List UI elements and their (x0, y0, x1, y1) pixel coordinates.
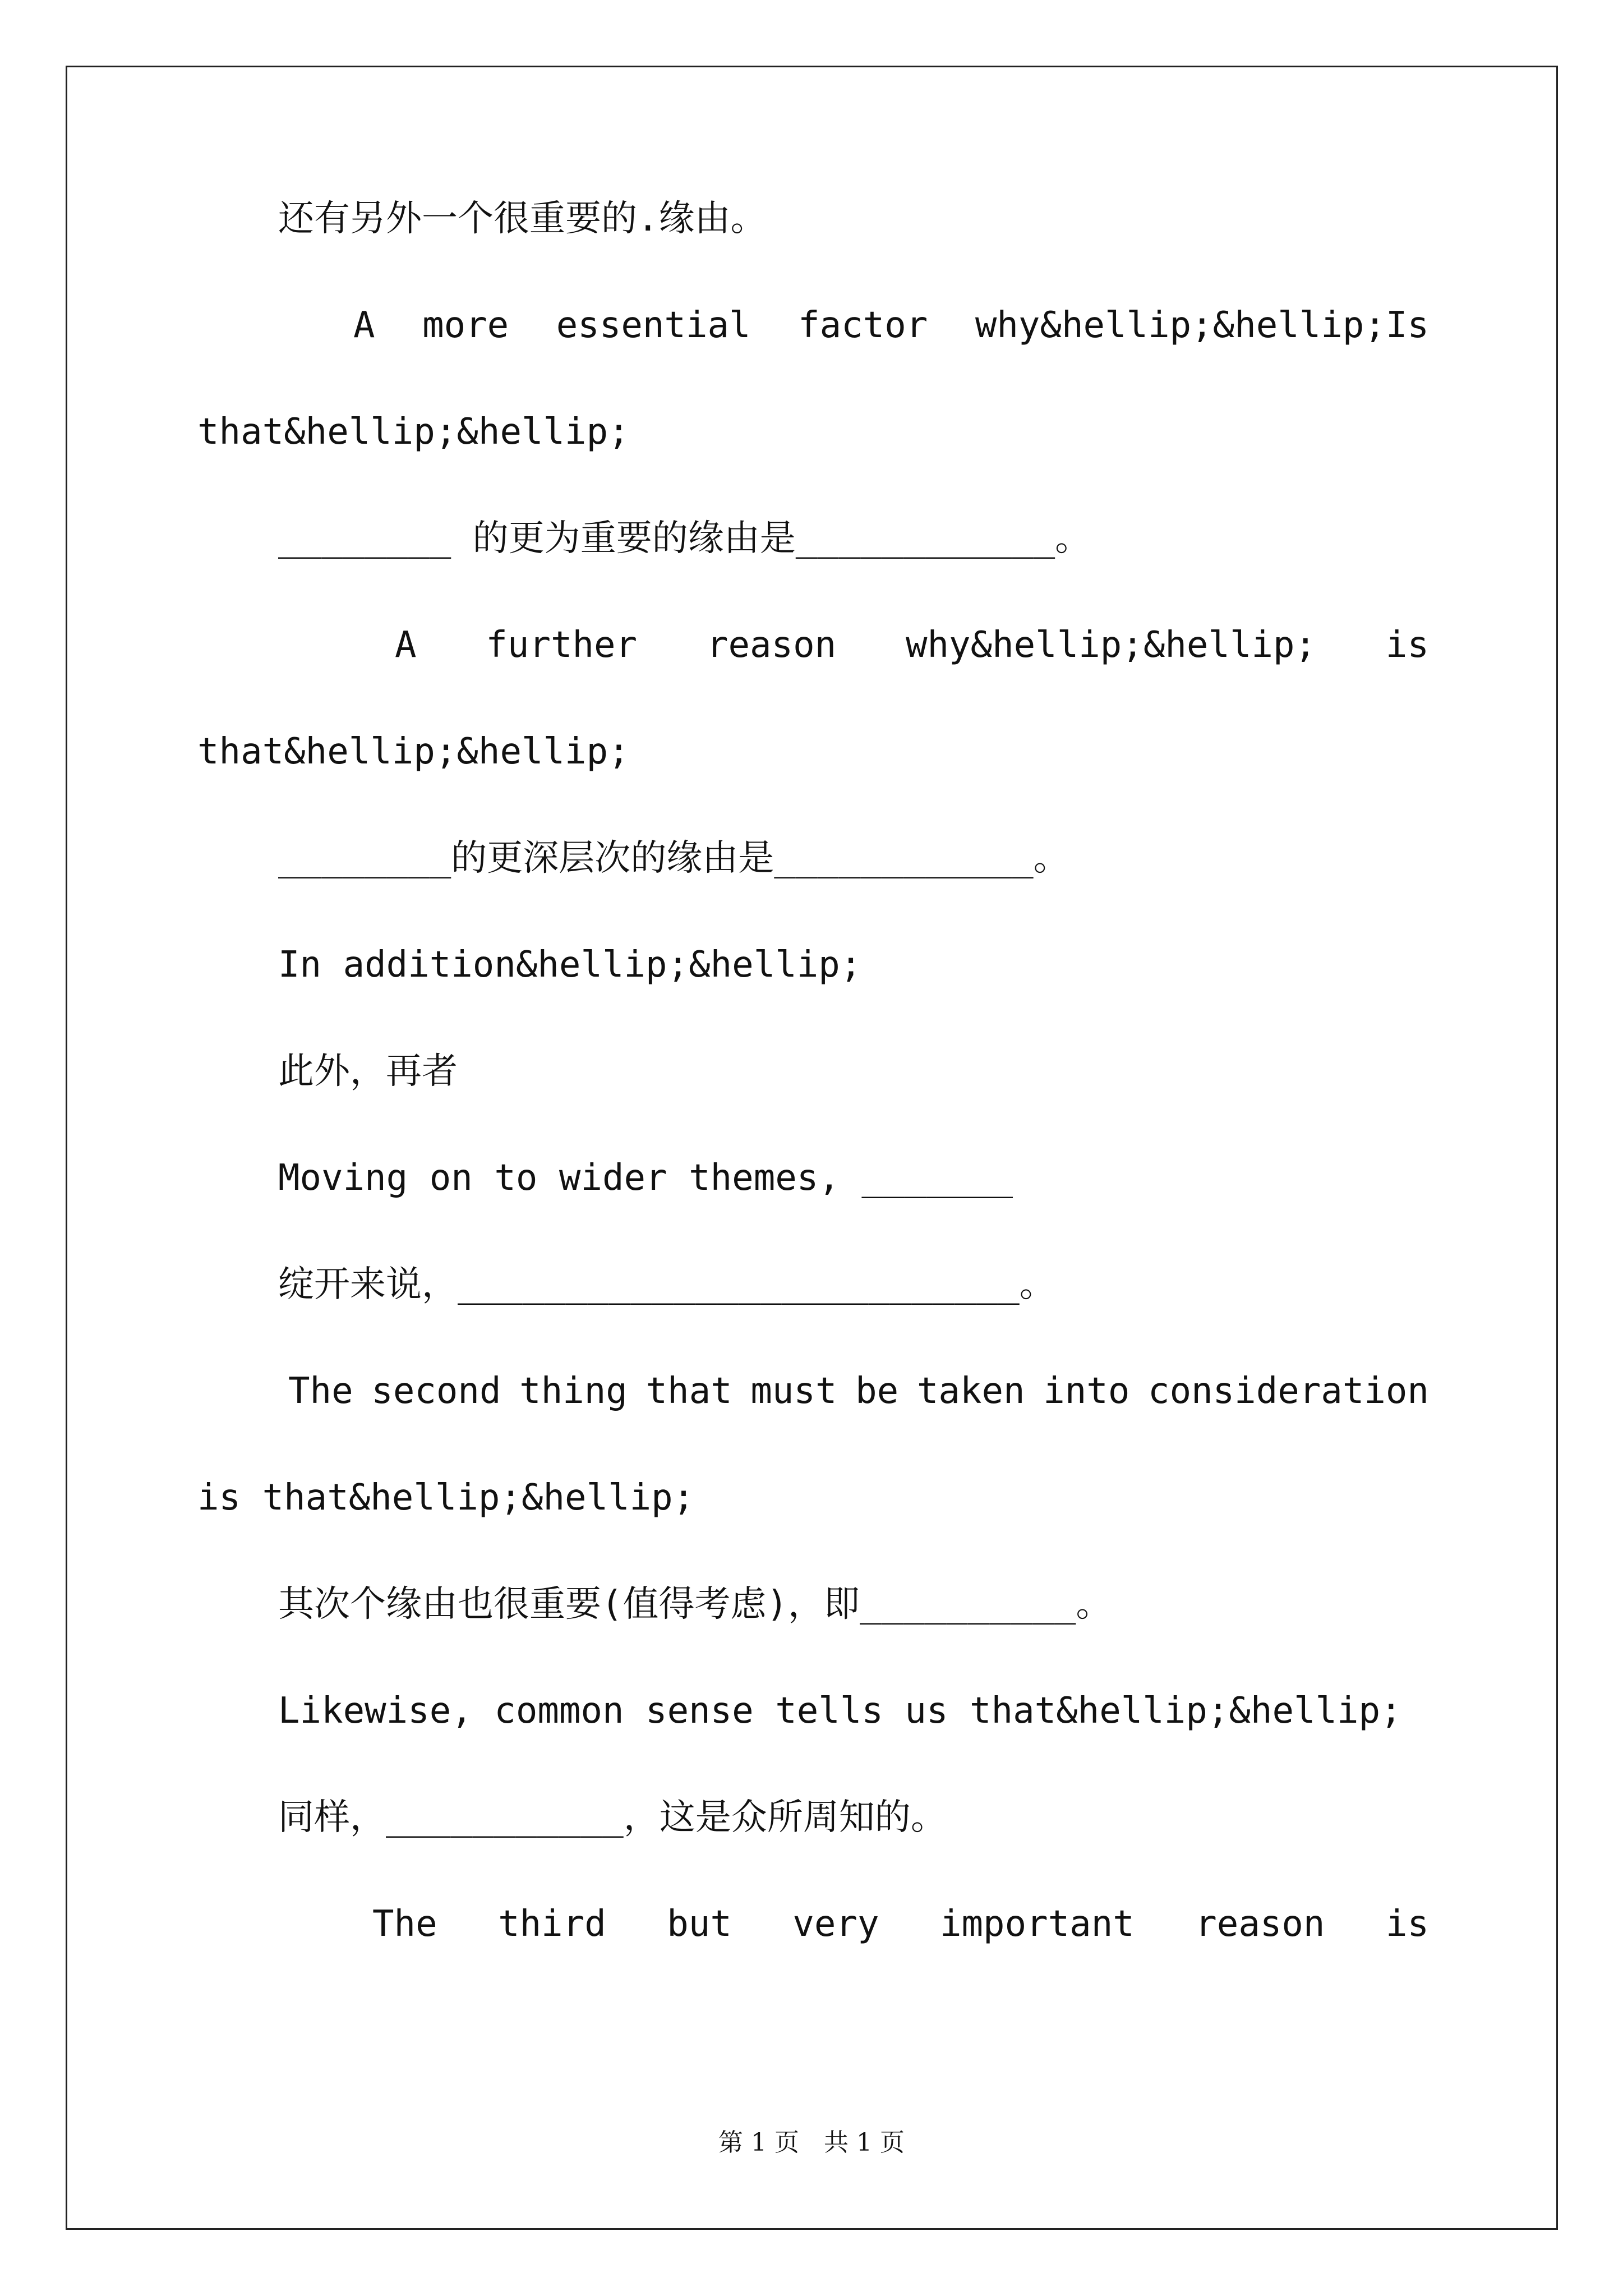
paragraph-line-1: 还有另外一个很重要的.缘由。 (278, 198, 767, 240)
word: into (1043, 1370, 1130, 1412)
word: reason (1195, 1903, 1325, 1945)
paragraph-line-14: 其次个缘由也很重要(值得考虑)，即__________。 (278, 1584, 1112, 1625)
word: why&hellip;&hellip; (905, 624, 1317, 666)
word: essential (556, 305, 751, 346)
paragraph-line-11: 绽开来说，__________________________。 (278, 1264, 1055, 1305)
word: reason (706, 624, 837, 666)
word: The (372, 1903, 437, 1945)
paragraph-line-5 (395, 623, 1429, 668)
paragraph-line-2 (353, 303, 1429, 348)
paragraph-line-7: ________的更深层次的缘由是____________。 (278, 838, 1069, 879)
word: why&hellip;&hellip;Is (975, 305, 1429, 346)
word: further (486, 624, 638, 666)
word: factor (798, 305, 928, 346)
word: A (395, 624, 417, 666)
page-number: 第 1 页 共 1 页 (718, 2128, 905, 2157)
word: must (750, 1370, 837, 1412)
paragraph-line-6: that&hellip;&hellip; (197, 731, 630, 772)
word: is (1385, 1903, 1429, 1945)
paragraph-line-17 (372, 1902, 1429, 1947)
paragraph-line-12 (288, 1369, 1429, 1414)
paragraph-line-16: 同样，___________，这是众所周知的。 (278, 1797, 947, 1838)
word: second (371, 1370, 501, 1412)
word: be (855, 1370, 899, 1412)
word: more (422, 305, 509, 346)
paragraph-line-10: Moving on to wider themes, _______ (278, 1157, 1013, 1199)
word: but (667, 1903, 732, 1945)
word: third (498, 1903, 606, 1945)
paragraph-line-4: ________ 的更为重要的缘由是____________。 (278, 518, 1091, 559)
word: very (792, 1903, 879, 1945)
word: consideration (1148, 1370, 1429, 1412)
paragraph-line-8: In addition&hellip;&hellip; (278, 944, 862, 986)
paragraph-line-15: Likewise, common sense tells us that&hellip;&hellip; (278, 1690, 1402, 1732)
word: is (1385, 624, 1429, 666)
word: that (645, 1370, 732, 1412)
word: important (939, 1903, 1135, 1945)
word: A (353, 305, 375, 346)
paragraph-line-9: 此外，再者 (278, 1051, 458, 1092)
word: The (288, 1370, 353, 1412)
paragraph-line-13: is that&hellip;&hellip; (197, 1477, 695, 1519)
word: taken (916, 1370, 1025, 1412)
paragraph-line-3: that&hellip;&hellip; (197, 411, 630, 453)
word: thing (519, 1370, 628, 1412)
